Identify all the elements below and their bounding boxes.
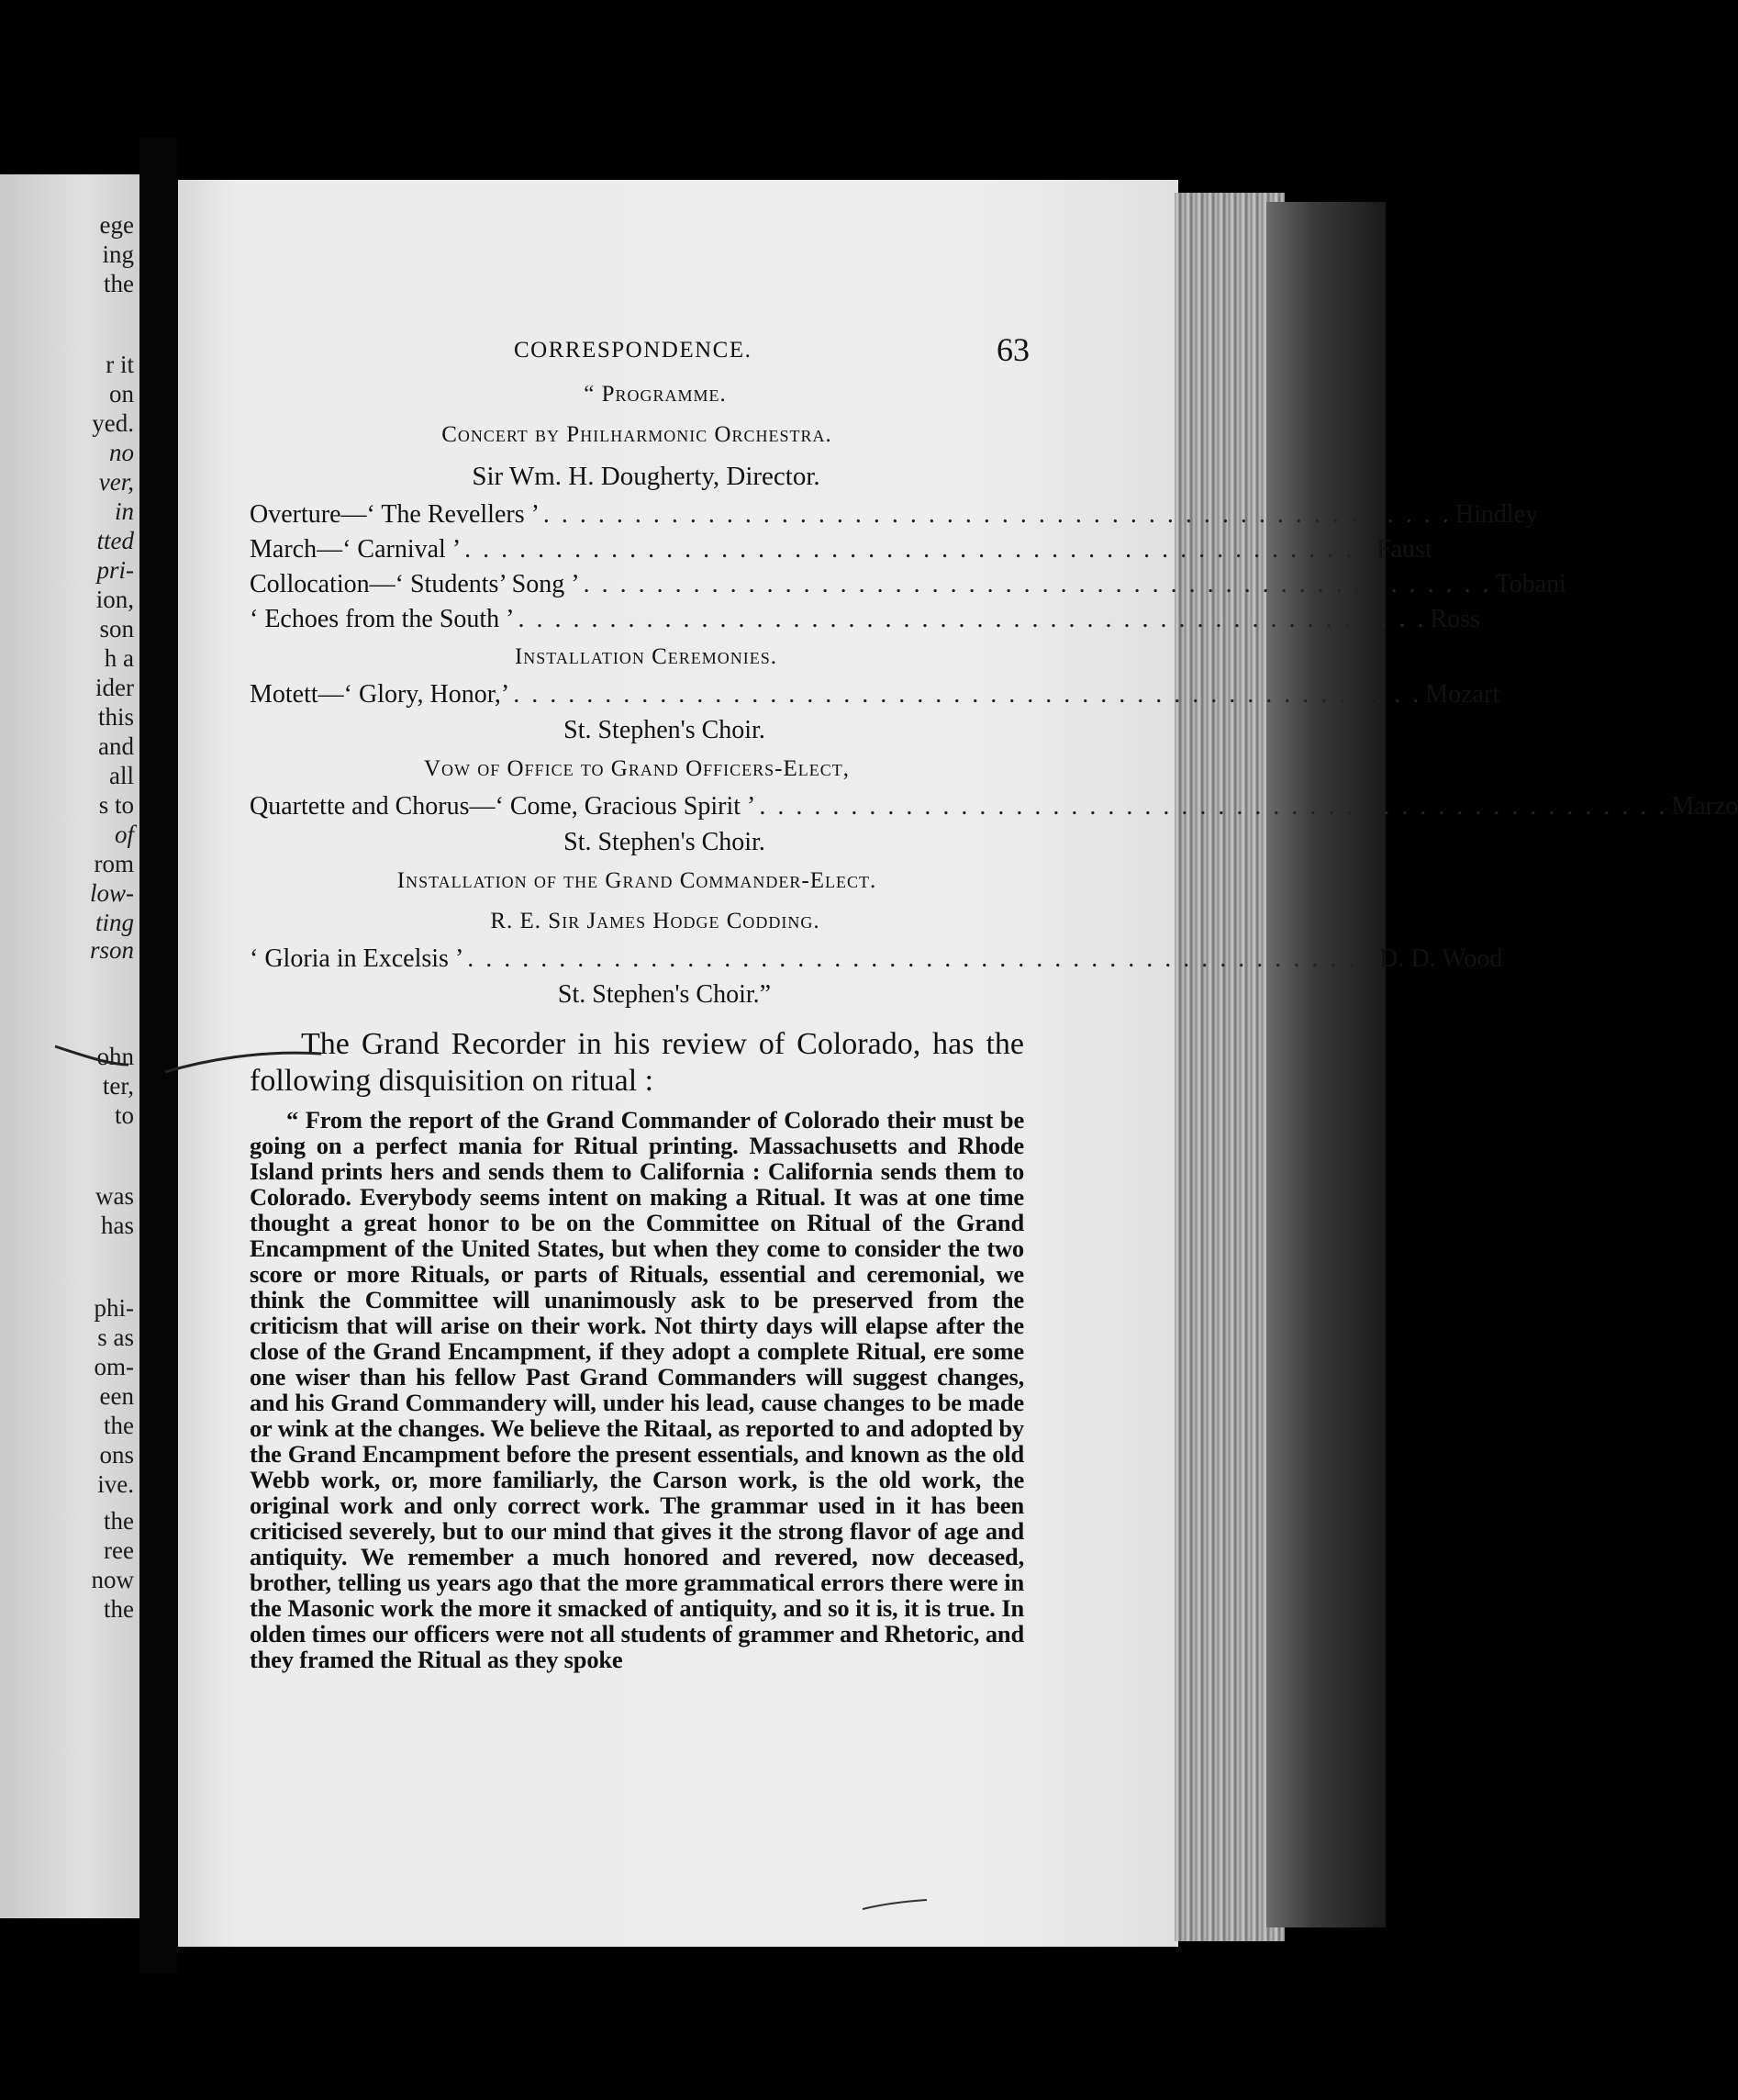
line-fragment: in <box>114 497 134 525</box>
page-content <box>250 330 1738 1697</box>
line-fragment: ohn <box>96 1043 134 1070</box>
item-label: Motett—‘ Glory, Honor,’ <box>250 680 510 709</box>
line-fragment: low- <box>89 879 134 907</box>
line-fragment: the <box>104 1412 134 1439</box>
line-fragment: to <box>114 1101 134 1129</box>
line-fragment: son <box>99 615 134 642</box>
item-composer: Faust <box>1376 535 1432 564</box>
dot-leader: . . . . . . . . . . . . . . . . . . . . . . . . . . . . . . . . . . . . . . . . . . . . . . . . . . <box>759 792 1668 821</box>
line-fragment: pri- <box>96 556 134 584</box>
item-label: Quartette and Chorus—‘ Come, Gracious Spirit ’ <box>250 792 756 821</box>
programme-item <box>250 532 1432 567</box>
choir-line: St. Stephen's Choir. <box>563 716 765 744</box>
line-fragment: tted <box>96 527 134 554</box>
running-title: CORRESPONDENCE. <box>514 338 752 363</box>
line-fragment: now <box>91 1566 134 1593</box>
dot-leader: . . . . . . . . . . . . . . . . . . . . . . . . . . . . . . . . . . . . . . . . . . . . . . . . . . <box>464 535 1374 564</box>
item-label: Collocation—‘ Students’ Song ’ <box>250 570 580 598</box>
line-fragment: s to <box>98 791 134 819</box>
line-fragment: yed. <box>92 409 134 437</box>
installation-heading: Installation Ceremonies. <box>514 644 778 669</box>
dot-leader: . . . . . . . . . . . . . . . . . . . . . . . . . . . . . . . . . . . . . . . . . . . . . . . . . . <box>513 680 1422 709</box>
quoted-passage: “ From the report of the Grand Commander of Colorado their must be going on a perfect mania for Ritual printing. Massachusetts and Rhode Island prints hers and sends them to California : California sends them to Colorado. Everybody seems intent on making a Ritual. It was at one time thought a great honor to be on the Committee on Ritual of the Grand Encampment of the United States, but when they come to consider the two score or more Rituals, or parts of Rituals, essential and ceremonial, we think the Committee will unanimously ask to be preserved from the criticism that will arise on their work. Not thirty days will elapse after the close of the Grand Encampment, if they adopt a complete Ritual, ere some one wiser than his fellow Past Grand Commanders will suggest changes, and his Grand Commandery will, under his lead, cause changes to be made or wink at the changes. We believe the Ritaal, as reported to and adopted by the Grand Encampment before the present essentials, and known as the old Webb work, or, more familiarly, the Carson work, is the old work, the original work and only correct work. The grammar used in it has been criticised severely, but to our mind that gives it the strong flavor of age and antiquity. We remember a much honored and revered, now deceased, brother, telling us years ago that the more grammatical errors there were in the Masonic work the more it smacked of antiquity, and so it is, it is true. In olden times our officers were not all students of grammer and Rhetoric, and they framed the Ritual as they spoke <box>250 1106 1024 1673</box>
line-fragment: the <box>104 270 134 297</box>
line-fragment: of <box>114 821 134 848</box>
item-composer: Tobani <box>1495 570 1566 598</box>
programme-heading: “ Programme. <box>584 382 727 407</box>
line-fragment: ege <box>99 211 134 239</box>
running-header <box>250 330 1030 374</box>
director-line: Sir Wm. H. Dougherty, Director. <box>472 462 820 491</box>
line-fragment: was <box>95 1182 134 1210</box>
commander-name: R. E. Sir James Hodge Codding. <box>490 909 820 933</box>
line-fragment: on <box>109 380 134 408</box>
programme-item <box>250 602 1480 637</box>
choir-line: St. Stephen's Choir. <box>563 828 765 856</box>
line-fragment: and <box>98 732 134 760</box>
programme-item-gloria <box>250 942 1503 977</box>
page-number: 63 <box>997 331 1030 368</box>
item-composer: D. D. Wood <box>1379 944 1503 973</box>
item-composer: Mozart <box>1425 680 1500 709</box>
line-fragment: ree <box>104 1536 134 1564</box>
line-fragment: has <box>101 1212 134 1239</box>
item-composer: Marzo <box>1671 792 1738 821</box>
dot-leader: . . . . . . . . . . . . . . . . . . . . . . . . . . . . . . . . . . . . . . . . . . . . . . . . . . <box>542 500 1452 529</box>
book-edge-shadow <box>1266 202 1386 1927</box>
line-fragment: rson <box>89 936 134 964</box>
programme-item <box>250 567 1566 602</box>
line-fragment: ing <box>102 240 134 268</box>
installation-commander-heading: Installation of the Grand Commander-Elect. <box>396 868 877 893</box>
intro-paragraph: The Grand Recorder in his review of Colorado, has the following disquisition on ritual : <box>250 1027 1024 1098</box>
vow-heading: Vow of Office to Grand Officers-Elect, <box>423 756 851 781</box>
programme-item-motett <box>250 677 1500 712</box>
item-label: ‘ Gloria in Excelsis ’ <box>250 944 464 973</box>
line-fragment: h a <box>104 644 134 672</box>
item-composer: Hindley <box>1454 500 1539 529</box>
item-composer: Ross <box>1430 605 1480 633</box>
line-fragment: ter, <box>102 1072 134 1100</box>
line-fragment: this <box>97 703 134 731</box>
line-fragment: een <box>99 1382 134 1410</box>
dot-leader: . . . . . . . . . . . . . . . . . . . . . . . . . . . . . . . . . . . . . . . . . . . . . . . . . . <box>467 944 1376 973</box>
line-fragment: r it <box>106 351 134 378</box>
book-gutter <box>139 138 178 1973</box>
line-fragment: ting <box>95 909 134 936</box>
item-label: ‘ Echoes from the South ’ <box>250 605 515 633</box>
item-label: March—‘ Carnival ’ <box>250 535 462 564</box>
line-fragment: ion, <box>95 586 134 613</box>
line-fragment: s as <box>97 1324 134 1351</box>
line-fragment: om- <box>94 1353 134 1380</box>
line-fragment: all <box>109 762 134 789</box>
previous-page-fragment <box>0 174 139 1918</box>
concert-heading: Concert by Philharmonic Orchestra. <box>441 422 832 447</box>
line-fragment: ver, <box>98 468 134 496</box>
line-fragment: no <box>109 439 134 466</box>
choir-line: St. Stephen's Choir.” <box>557 980 772 1009</box>
item-label: Overture—‘ The Revellers ’ <box>250 500 540 529</box>
programme-item-quartette <box>250 789 1738 824</box>
line-fragment: phi- <box>94 1294 134 1322</box>
dot-leader: . . . . . . . . . . . . . . . . . . . . . . . . . . . . . . . . . . . . . . . . . . . . . . . . . . <box>518 605 1427 633</box>
line-fragment: ons <box>99 1441 134 1469</box>
line-fragment: rom <box>94 850 134 877</box>
concert-items <box>250 497 1566 637</box>
line-fragment: the <box>104 1595 134 1623</box>
line-fragment: the <box>104 1507 134 1535</box>
line-fragment: ive. <box>97 1470 134 1498</box>
dot-leader: . . . . . . . . . . . . . . . . . . . . . . . . . . . . . . . . . . . . . . . . . . . . . . . . . . <box>583 570 1492 598</box>
line-fragment: ider <box>95 674 134 701</box>
programme-item <box>250 497 1539 532</box>
